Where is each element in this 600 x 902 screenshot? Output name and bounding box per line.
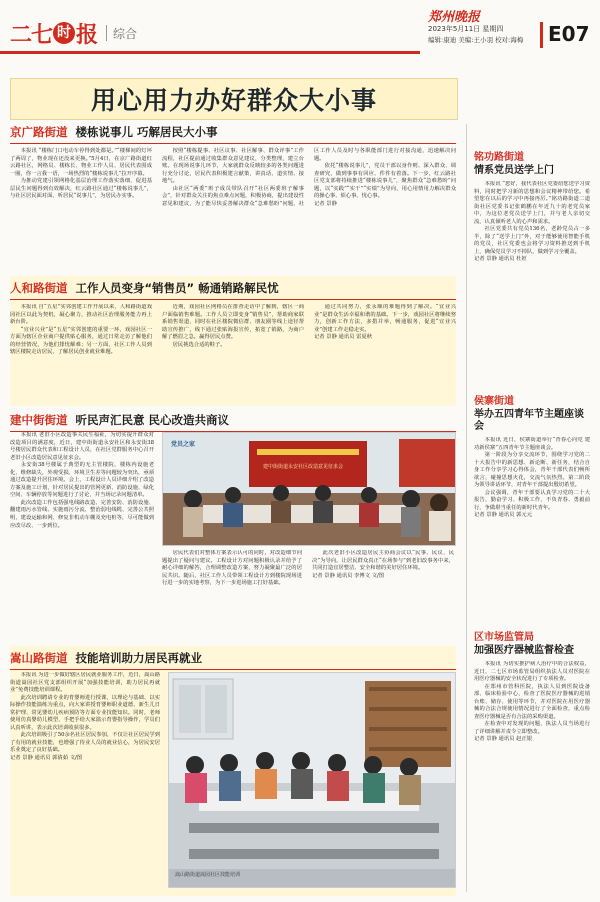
- paragraph: 由社区“两委”班子成员带队召开“社区两委班子解事会”，针对群众关注的焦点难点问题，积极协商，提出建设性意见和建议，为了能尽快妥善解决群众“急难愁盼”问题，社区工作人员及时与各职能部门进行对接沟通，迅速解决问题。: [162, 148, 456, 207]
- article-head: [10, 412, 456, 428]
- section-label: 综合: [113, 26, 138, 41]
- brand-icon: 时: [53, 22, 75, 44]
- article-head: [10, 124, 456, 140]
- byline: 记者 景静 通讯员 郭倩茹 文/图: [10, 755, 83, 762]
- meeting-photo: [162, 432, 456, 546]
- paragraph: 本报讯 为切实推护病人治疗中的合法权益，近日，二七区市场监管局组织执法人员对医院在用医疗器械的安全状况进行了专项检查。: [474, 661, 590, 683]
- article-body-left: [10, 432, 154, 628]
- byline: 记者 景静 通讯员 郭元元: [474, 512, 533, 519]
- paragraph: 此次改造工作包括强电线路改造、完善安防、消防设施、翻建雨污水管线、实施雨污分流、整治弱电线缆、完善公共照明、建设运输和网、修复非机动车棚及充电桩等，尽可能做到应改尽改、一步到位。: [10, 499, 154, 529]
- paragraph: 此次培训吸引了50余名社区居民参加，不仅让社区居民学到了有用的就业技能，也增强了待业人员的就业信心，为居民安居乐业奠定了良好基础。: [10, 732, 160, 754]
- street-name: 京广路街道: [10, 125, 68, 139]
- brand-right: 报: [76, 22, 99, 48]
- street-name: 人和路街道: [10, 281, 68, 295]
- article-body: [474, 437, 590, 623]
- paragraph: 会议强调，青年干部要认真学习党的二十大报告，勤奋学习、积极工作，不负青春、勇毅前行，争做堪当重任的新时代青年。: [474, 489, 590, 511]
- paragraph: 此次培训聘请专业的育婴师进行授课，以理论与基础、以实际操作技能演练为重点，向大家讲授育婴师职业道德、新生儿日常护理、常见婴幼儿疾病预防等方面专业技能知识。同时，老师使用仿真婴幼儿模型，手把手给大家演示育婴指导操作，学员们认真听讲，表示此次培训收获很多。: [10, 694, 160, 731]
- street-name: 铭功路街道: [474, 152, 524, 163]
- sidebar-market: [474, 628, 590, 881]
- paragraph: 本报讯 老旧小区改造事关民生福祉，为切实提升群众对改造项目的满意度，近日，建中街街道永安社区和永安街38号楼居民群众代表和工程设计人员，在社区党群服务中心召开老旧小区改造居民意见征求会。: [10, 432, 154, 461]
- article-body: [10, 148, 456, 276]
- byline: 记者 景静 通讯员 杜姮: [474, 256, 527, 263]
- article-head: [10, 650, 456, 666]
- article-title: 工作人员变身“销售员” 畅通销路解民忧: [75, 281, 279, 295]
- article-jingguang: [10, 124, 456, 276]
- article-rule: [10, 299, 456, 300]
- page-code: E07: [548, 22, 590, 46]
- article-body: [474, 181, 590, 385]
- byline: 记者 景静: [314, 200, 337, 207]
- article-title: 技能培训助力居民再就业: [75, 651, 202, 665]
- main-headline-box: [10, 78, 458, 120]
- article-renhe: [10, 276, 456, 406]
- byline: 记者 景静 通讯员 雷夏秋: [314, 334, 373, 341]
- byline: 记者 景静 通讯员 李博文 文/图: [312, 572, 385, 579]
- paragraph: 第一阶段为分享交流环节，围绕学习党的二十大报告中的新思想、新论断、新任务，结合自身工作分享学习心得体会，青年干部代表们畅所欲言，碰撞思想火花，交流气氛热烈。第二阶段为领导讲话环节，对青年干部提出殷切希望。: [474, 452, 590, 489]
- paragraph: 居民挑选合适的鞋子。: [172, 341, 226, 348]
- editors-line: 编辑:康迪 美编:王小羽 校对:海梅: [428, 36, 524, 44]
- paper-name: 郑州晚报: [428, 10, 481, 25]
- street-name: 建中街街道: [10, 413, 68, 427]
- article-body-mid: [162, 550, 302, 630]
- article-body: [10, 672, 160, 890]
- section-divider: [106, 25, 107, 41]
- paragraph: 此次老旧小区改造居民主协商会议以“民事、民议、民决”为导向，让居民群众真正“在场参与”到老旧改事务中来，共同打造宜居整洁、安全和谐的美好居住环境。: [312, 550, 454, 572]
- masthead-red-rule: [0, 51, 420, 54]
- article-jianzhong: [10, 412, 456, 632]
- paragraph: 通过共同努力，张永顺的难题得到了解决。“宜业兴业”是群众生活幸福和谐的基础。下一步，戏园社区将继续努力，创新工作方法，多措并举，畅通服务，促进“宜业兴业”创建工作走稳走实。: [314, 304, 456, 333]
- article-title: 楼栋说事儿 巧解居民大小事: [75, 125, 218, 139]
- paragraph: 按照“楼栋提事、社区议事、社区解事、群众评事”工作流程，社区提前通过收集群众意见建议，分类整理，建立台账。在现场说事儿环节，大家就群众反映较多的各类问题进行充分讨论，居民代表积极建言献策，讲真话、道实情、接地气。: [162, 148, 304, 185]
- article-rule: [10, 669, 456, 670]
- paragraph: “宜业兴业”是“五星”实邻创建的重要一环，戏园社区一方面为辖区企业商户提供贴心服务，通过日常走访了解他们的经营情况，为他们排忧解难；另一方面，社区工作人员到辖区楼院走访居民，了解居民创业就业难题。: [10, 326, 152, 356]
- article-body-right: [312, 550, 454, 630]
- paragraph: 在检查中对发现的问题，执法人员当场进行了详细讲解并责令立即整改。: [474, 721, 590, 735]
- photo-sign: 党员之家: [171, 441, 196, 448]
- article-title: 加强医疗器械监督检查: [474, 645, 574, 656]
- training-photo: [168, 672, 456, 888]
- masthead-brand: [10, 20, 137, 46]
- article-songshan: [10, 646, 456, 896]
- byline: 记者 景静 通讯员 赵正银: [474, 736, 533, 743]
- paragraph: 为推动党建引领网格化基层治理工作落实落细，促进基层民生问题得到有效解决，红云路社区通过“楼栋说事儿”，与社区居民面对面、听居民“说事儿”，为居民办实事。: [10, 178, 152, 200]
- paragraph: 本报讯 “您好，我代表社区党委给您送学习资料，同时把学习新的思想和会议精神带给您。希望您在以后的学习中再接再厉。”铭功路街道二道街社区党委书记张鹤鹏在年近九十的老党员家中，为这位老党员送学上门，并与老人亲切交流，认真倾听老人的心声和需求。: [474, 181, 590, 225]
- paragraph: 社区党委共有党员136名，老龄党员占一多半，除了“送学上门”外，对于能够使用智能手机的党员，社区党委也会将学习资料推送到手机上，确保党员学习不掉队，做到学习全覆盖。: [474, 226, 590, 255]
- sidebar-divider: [466, 124, 467, 892]
- photo-caption: 建中街街道永安社区改造意见征求会: [263, 464, 344, 470]
- article-title: 情系党员送学上门: [474, 165, 554, 176]
- street-name: 嵩山路街道: [10, 651, 68, 665]
- article-body: [10, 304, 456, 402]
- paragraph: 本报讯 “楼栋门口电动车停得到处都是。”“楼梯间的灯坏了两周了，物业现在还没来更换。”5月4日，在京广路街道红云路社区，网格员、楼栋长、物业工作人员、居民代表围成一圈，你一言我一语，一场热烈的“楼栋说事儿”拉开序幕。: [10, 148, 152, 177]
- issue-date: 2023年5月11日 星期四: [428, 25, 504, 33]
- training-photo-drawing: [169, 673, 455, 887]
- photo-caption: 嵩山路街道嵩园社区技能培训: [175, 872, 241, 878]
- paragraph: 本报讯 为进一步做好辖区居民就业服务工作，近日，嵩山路街道嵩园社区党支部组织开展“加强技能培训，助力居民再就业”免费技能培训课程。: [10, 672, 160, 694]
- masthead: [0, 0, 600, 68]
- paragraph: 本报讯 自“五星”实邻创建工作开展以来，人和路街道戏园社区以此为契机，凝心聚力，推动社区治理服务能力再上新台阶。: [10, 304, 152, 326]
- page-code-bar: [540, 22, 543, 48]
- main-headline: 用心用力办好群众大小事: [90, 86, 377, 115]
- street-name: 区市场监管局: [474, 632, 534, 643]
- paragraph: 依托“楼栋说事儿”，党员干部以身作则、深入群众、调查研究，做到事事有回应、件件有着落。下一步，红云路社区党支部将持续推进“楼栋说事儿”，聚焦群众“急难愁盼”问题，以“实践”“实干”“实绩”为导向，用心用情用力解决群众的操心事、烦心事、忧心事。: [314, 163, 456, 200]
- article-title: 举办五四青年节主题座谈会: [474, 409, 584, 432]
- paragraph: 近期，戏园社区网格员在排查走访中了解到，辖区一商户面临销售难题。工作人员立即变身“销售员”，帮助商家联系销售渠道，同时在社区楼院微信群、朋友圈等线上途径帮助宣传推广，线下通过张贴海报宣传，拓宽了销路，为商户解了燃眉之急，赢得居民点赞。: [162, 304, 304, 341]
- paragraph: 永安街38号楼属于典型的无主管楼院，楼栋内设施老化、维修缺失，外观受损、环境卫生差等问题较为突出，亟须通过改造提升居住环境。会上，工程设计人员详细介绍了改造方案及施工计划，针对居民提出的管网更新、消防设施、绿化空间、车辆停放等问题进行了讨论，并当场记录问题清单。: [10, 462, 154, 499]
- sidebar-houzhai: [474, 392, 590, 623]
- article-head: [10, 280, 456, 296]
- paragraph: 居民代表们对整体方案表示认可的同时，对改造细节问题提出了疑问与建议。工程设计方对问题积极认录并给予了耐心详细的解答，合理调整改造方案，努力凝聚最广泛的居民共识。随后，社区工作人员带领工程设计方到楼院现场进行进一步的实地考察，为下一步进场施工打好基础。: [162, 550, 302, 587]
- meeting-photo-drawing: [163, 433, 455, 545]
- street-name: 侯寨街道: [474, 396, 514, 407]
- paragraph: 在郑州市管科医院，执法人员到医院设备部、临床检验中心，检查了医院医疗器械的进销台账、储存、使用等环节，并对医院在用医疗器械的合法合规使用情况进行了全面检查，重点检查医疗器械是否有合法的采购渠道。: [474, 683, 590, 720]
- paragraph: 本报讯 近日，侯寨街道举行“青春心向党 建功新侯寨”五四青年节主题座谈会。: [474, 437, 590, 451]
- brand-left: 二七: [10, 22, 53, 48]
- article-body: [474, 661, 590, 881]
- sidebar-minggong: [474, 148, 590, 385]
- article-rule: [10, 143, 456, 144]
- article-title: 听民声汇民意 民心改造共商议: [75, 413, 230, 427]
